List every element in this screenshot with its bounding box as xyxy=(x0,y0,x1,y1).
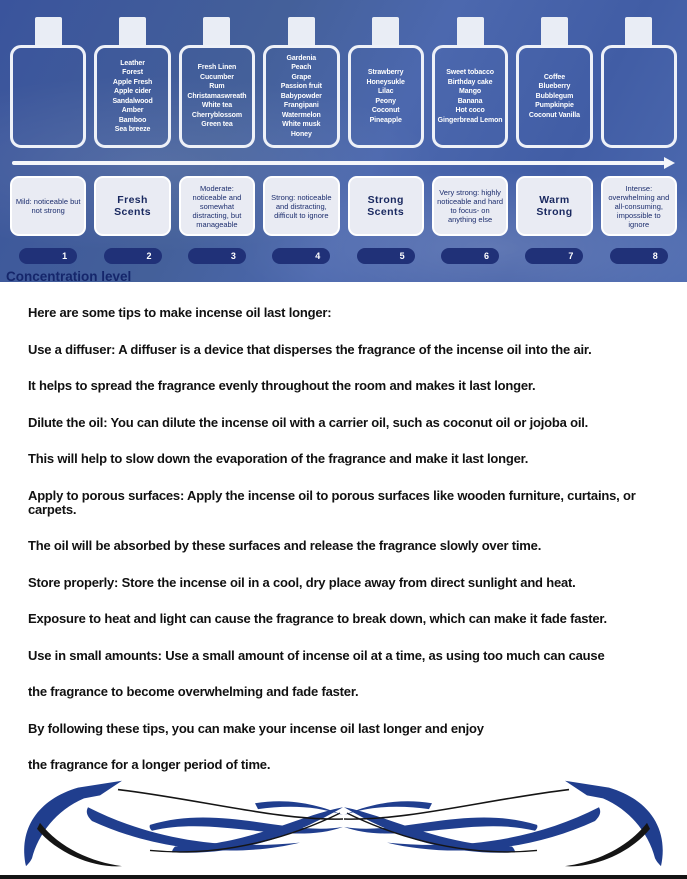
scent-name: Banana xyxy=(457,97,483,105)
level-pill-7: 7 xyxy=(525,248,583,264)
scent-name: Bamboo xyxy=(118,116,147,124)
bottle-cap-icon xyxy=(288,17,315,47)
level-pill-wrap xyxy=(432,248,508,264)
tip-line-11: the fragrance to become overwhelming and fade faster. xyxy=(28,684,359,699)
flourish-divider xyxy=(0,764,687,874)
scent-name: Coffee xyxy=(543,73,566,81)
bottle-body xyxy=(348,45,424,148)
scent-name: Gardenia xyxy=(286,54,317,62)
scent-name: Lilac xyxy=(377,88,394,95)
bottle-5 xyxy=(348,17,424,148)
bottle-8 xyxy=(601,17,677,148)
level-pill-8: 8 xyxy=(610,248,668,264)
scent-name: White musk xyxy=(282,121,321,129)
scent-name: Strawberry xyxy=(367,69,404,76)
bottle-body xyxy=(179,45,255,148)
level-pill-6: 6 xyxy=(441,248,499,264)
bottle-cap-icon xyxy=(541,17,568,47)
bottle-6 xyxy=(432,17,508,148)
scent-name: Honeysukle xyxy=(366,78,405,86)
concentration-level-label: Concentration level xyxy=(6,269,132,284)
scent-name: Honey xyxy=(290,130,312,138)
scent-name: Pumpkinpie xyxy=(535,102,574,110)
level-pill-4: 4 xyxy=(272,248,330,264)
bottle-body xyxy=(10,45,86,148)
tip-line-13: the fragrance for a longer period of time. xyxy=(28,757,271,772)
tip-line-6: Apply to porous surfaces: Apply the incense oil to porous surfaces like wooden furniture, curtains, or carpets. xyxy=(28,487,636,517)
level-card-4: Strong: noticeable and distracting, difficult to ignore xyxy=(263,176,339,236)
scent-name: Cucumber xyxy=(200,73,234,81)
concentration-infographic-panel xyxy=(0,0,687,282)
bottle-3 xyxy=(179,17,255,148)
level-pill-wrap xyxy=(179,248,255,264)
level-card-1: Mild: noticeable but not strong xyxy=(10,176,86,236)
bottle-body xyxy=(516,45,592,148)
scent-list xyxy=(529,73,580,121)
tip-line-12: By following these tips, you can make your incense oil last longer and enjoy xyxy=(28,720,484,736)
tip-line-1: Here are some tips to make incense oil last longer: xyxy=(28,305,332,320)
bottle-cap-icon xyxy=(457,17,484,47)
level-cards-row xyxy=(10,176,677,236)
bottle-7 xyxy=(516,17,592,148)
level-pill-3: 3 xyxy=(188,248,246,264)
scent-name: Fresh Linen xyxy=(197,64,237,72)
bottle-body xyxy=(601,45,677,148)
level-card-8: Intense: overwhelming and all-consuming, impossible to ignore xyxy=(601,176,677,236)
scent-name: Christamaswreath xyxy=(187,92,247,100)
scent-name: Peony xyxy=(375,97,396,105)
scent-name: Babypowder xyxy=(280,92,322,100)
scent-name: Grape xyxy=(291,73,312,81)
bottle-cap-icon xyxy=(203,17,230,47)
bottle-4 xyxy=(263,17,339,148)
level-pill-wrap xyxy=(348,248,424,264)
scent-name: Peach xyxy=(291,64,312,72)
tip-line-9: Exposure to heat and light can cause the fragrance to break down, which can make it fade faster. xyxy=(28,611,607,626)
scent-list xyxy=(281,54,322,140)
arrow-line xyxy=(12,161,665,165)
scent-name: Gingerbread Lemon xyxy=(437,116,503,124)
bottom-edge-bar xyxy=(0,875,687,879)
tip-line-7: The oil will be absorbed by these surfaces and release the fragrance slowly over time. xyxy=(28,538,542,553)
concentration-arrow xyxy=(10,156,677,170)
scent-name: Passion fruit xyxy=(280,83,322,91)
scent-name: Green tea xyxy=(201,121,233,129)
scent-name: Cherryblossom xyxy=(191,111,242,119)
level-pill-wrap xyxy=(601,248,677,264)
scent-name: Rum xyxy=(209,83,225,91)
scent-name: Amber xyxy=(121,107,144,114)
scent-name: Hot coco xyxy=(455,107,485,114)
scent-name: Apple Fresh xyxy=(112,78,153,86)
scent-list xyxy=(367,68,405,125)
bottle-2 xyxy=(94,17,170,148)
scent-name: Sweet tobacco xyxy=(446,69,494,76)
bottle-body xyxy=(432,45,508,148)
level-pill-wrap xyxy=(10,248,86,264)
scent-name: Sandalwood xyxy=(112,97,153,105)
scent-name: White tea xyxy=(201,102,233,110)
scent-list xyxy=(438,68,503,125)
tip-line-10: Use in small amounts: Use a small amount of incense oil at a time, as using too much can cause xyxy=(28,647,605,663)
scent-name: Watermelon xyxy=(281,111,321,119)
bottle-cap-icon xyxy=(372,17,399,47)
level-pills-row xyxy=(10,248,677,264)
bottle-cap-icon xyxy=(119,17,146,47)
scent-name: Leather xyxy=(120,59,145,67)
tip-line-2: Use a diffuser: A diffuser is a device that disperses the fragrance of the incense oil into the air. xyxy=(28,341,592,357)
level-pill-1: 1 xyxy=(19,248,77,264)
scent-list xyxy=(112,59,152,135)
level-pill-5: 5 xyxy=(357,248,415,264)
scent-name: Forest xyxy=(122,69,143,76)
scent-name: Coconut Vanilla xyxy=(528,111,580,119)
bottle-1 xyxy=(10,17,86,148)
scent-name: Birthday cake xyxy=(447,78,493,86)
bottle-body xyxy=(263,45,339,148)
scent-list xyxy=(187,63,246,130)
bottle-cap-icon xyxy=(35,17,62,47)
tip-line-8: Store properly: Store the incense oil in a cool, dry place away from direct sunlight and heat. xyxy=(28,574,576,590)
tip-line-3: It helps to spread the fragrance evenly throughout the room and makes it last longer. xyxy=(28,378,536,393)
tip-line-5: This will help to slow down the evaporation of the fragrance and make it last longer. xyxy=(28,451,529,466)
scent-name: Mango xyxy=(459,88,482,95)
level-card-5: Strong Scents xyxy=(348,176,424,236)
scent-name: Blueberry xyxy=(538,83,571,91)
level-pill-2: 2 xyxy=(104,248,162,264)
level-pill-wrap xyxy=(94,248,170,264)
tips-text-block xyxy=(0,282,687,772)
bottle-cap-icon xyxy=(625,17,652,47)
bottles-row xyxy=(10,17,677,148)
scent-name: Frangipani xyxy=(283,102,319,110)
arrow-right-icon xyxy=(664,157,675,169)
level-pill-wrap xyxy=(516,248,592,264)
level-card-6: Very strong: highly noticeable and hard to focus- on anything else xyxy=(432,176,508,236)
scent-name: Coconut xyxy=(371,107,400,114)
level-card-3: Moderate: noticeable and somewhat distracting, but manageable xyxy=(179,176,255,236)
scent-name: Pineapple xyxy=(369,116,402,124)
scent-name: Sea breeze xyxy=(114,126,151,133)
level-pill-wrap xyxy=(263,248,339,264)
tip-line-4: Dilute the oil: You can dilute the incense oil with a carrier oil, such as coconut oil or jojoba oil. xyxy=(28,414,589,430)
scent-name: Bubblegum xyxy=(535,92,574,100)
bottle-body xyxy=(94,45,170,148)
scent-name: Apple cider xyxy=(114,88,152,95)
level-card-7: Warm Strong xyxy=(516,176,592,236)
level-card-2: Fresh Scents xyxy=(94,176,170,236)
